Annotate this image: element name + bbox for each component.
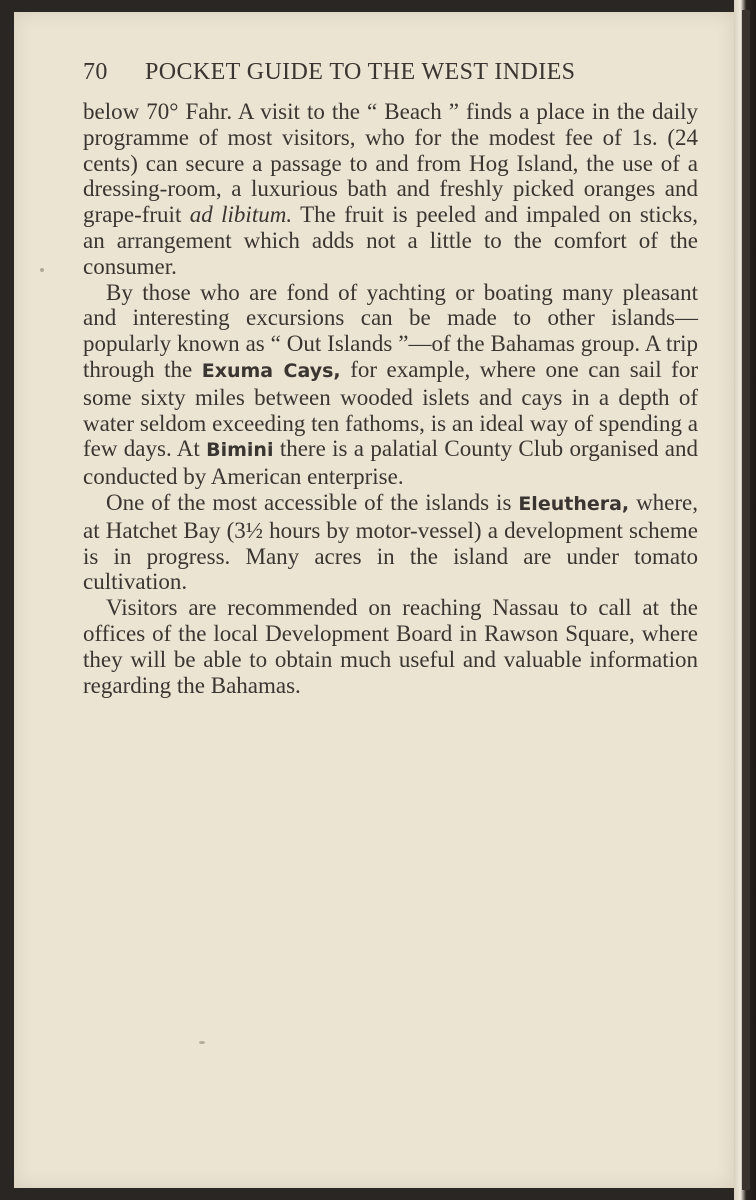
paragraph-2-text-c: there is a palatial County Club organised and conducted by American enterprise.	[83, 436, 699, 490]
paragraph-4-text: Visitors are recommended on reaching Nassau to call at the offices of the local Development Board in Rawson Square, where they will be able to obtain much useful and valuable information regarding the Bahamas.	[83, 595, 698, 698]
paper-speck	[40, 268, 44, 272]
running-head: POCKET GUIDE TO THE WEST INDIES	[145, 59, 576, 85]
spine-shadow	[742, 10, 750, 1190]
paragraph-3-text-b: where, at Hatchet Bay (3½ hours by motor-vessel) a development scheme is in progress. Many acres in the island are under tomato cultivation.	[83, 489, 698, 595]
paragraph-2	[83, 280, 698, 490]
body-text	[83, 99, 698, 698]
eleuthera-bold: Eleuthera,	[518, 492, 630, 515]
paper-speck	[199, 1041, 205, 1044]
paragraph-2-text-a: By those who are fond of yachting or boating many pleasant and interesting excursions can be made to other islands—popularly known as “ Out Islands ”—of the Bahamas group. A trip through the	[83, 279, 698, 382]
page-header	[83, 50, 658, 90]
bimini-bold: Bimini	[206, 439, 274, 462]
paragraph-1-text-a: below 70° Fahr. A visit to the “ Beach ” finds a place in the daily programme of most visitors, who for the modest fee of 1s. (24 cents) can secure a passage to and from Hog Island, the use of a dressing-room, a luxurious bath and freshly picked oranges and grape-fruit	[83, 99, 698, 228]
exuma-cays-bold: Exuma Cays,	[201, 359, 341, 382]
page-number: 70	[83, 59, 108, 85]
paragraph-1-text-b: The fruit is peeled and impaled on sticks, an arrangement which adds not a little to the comfort of the consumer.	[83, 202, 699, 279]
paragraph-1	[83, 99, 698, 280]
paragraph-3	[83, 490, 698, 595]
paragraph-3-text-a: One of the most accessible of the islands is	[106, 489, 512, 515]
paragraph-4	[83, 595, 698, 698]
paragraph-1-italic: ad libitum.	[189, 202, 293, 228]
paragraph-2-text-b: for example, where one can sail for some sixty miles between wooded islets and cays in a depth of water seldom exceeding ten fathoms, is an ideal way of spending a few days. At	[83, 356, 699, 462]
